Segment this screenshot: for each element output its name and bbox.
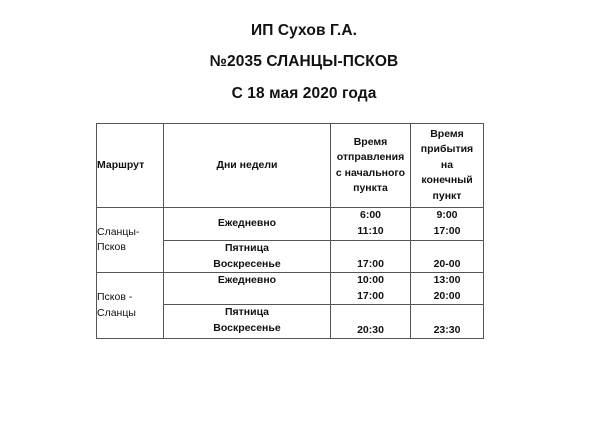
route-name-line: Псков - — [97, 291, 133, 303]
header-arrival — [411, 124, 484, 208]
header-route: Маршрут — [97, 124, 164, 208]
departure-cell: 20:30 — [331, 305, 411, 339]
days-line: Пятница — [224, 306, 270, 318]
days-cell: Ежедневно — [164, 273, 331, 305]
departure-cell — [331, 273, 411, 305]
header-departure-line: отправления — [336, 151, 405, 163]
days-cell: Ежедневно — [164, 208, 331, 241]
departure-cell: 17:00 — [331, 241, 411, 273]
header-arrival-line: прибытия — [420, 143, 474, 156]
days-cell — [164, 305, 331, 339]
departure-time: 10:00 — [357, 274, 384, 286]
route-name-line: Сланцы — [97, 306, 136, 319]
departure-cell — [331, 208, 411, 241]
route-name-cell — [97, 208, 164, 273]
arrival-cell — [411, 208, 484, 241]
arrival-cell: 20-00 — [411, 241, 484, 273]
schedule-table — [96, 123, 484, 339]
days-line: Воскресенье — [213, 257, 281, 270]
header-days: Дни недели — [164, 124, 331, 208]
table-row — [97, 208, 484, 241]
effective-date-title: С 18 мая 2020 года — [231, 85, 377, 102]
header-departure-line: пункта — [353, 182, 388, 194]
departure-time: 6:00 — [359, 209, 381, 221]
table-row — [97, 273, 484, 305]
header-departure-line: Время — [353, 135, 388, 148]
days-cell — [164, 241, 331, 273]
days-line: Воскресенье — [213, 321, 281, 334]
header-arrival-line: конечный — [421, 174, 473, 187]
arrival-time: 17:00 — [433, 224, 461, 237]
arrival-cell — [411, 273, 484, 305]
departure-time: 17:00 — [357, 289, 384, 302]
header-departure — [331, 124, 411, 208]
route-number-title: №2035 СЛАНЦЫ-ПСКОВ — [209, 53, 399, 70]
departure-time: 11:10 — [357, 224, 384, 237]
arrival-time: 13:00 — [433, 274, 461, 286]
operator-title: ИП Сухов Г.А. — [250, 22, 358, 39]
route-name-cell — [97, 273, 164, 339]
route-name-line: Сланцы- — [97, 225, 140, 238]
header-arrival-line: пункт — [432, 189, 462, 202]
arrival-time: 20:00 — [433, 289, 461, 302]
route-name-line: Псков — [97, 241, 126, 253]
header-arrival-line: Время — [430, 127, 464, 140]
days-line: Пятница — [224, 242, 270, 254]
header-arrival-line: на — [440, 158, 454, 171]
header-row — [97, 124, 484, 208]
arrival-cell: 23:30 — [411, 305, 484, 339]
arrival-time: 9:00 — [436, 209, 458, 221]
header-departure-line: с начального — [335, 166, 406, 179]
